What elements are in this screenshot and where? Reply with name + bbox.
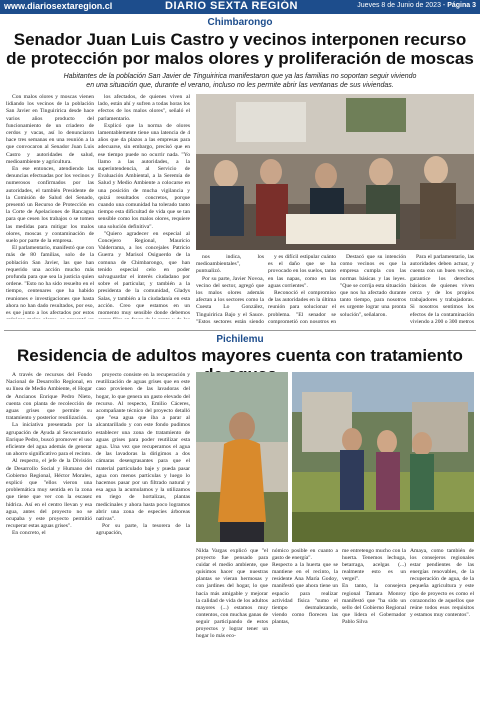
- paragraph: A través de recursos del Fondo Nacional de Desarrollo Regional, en su línea de Medio Ambiente, el Hogar de Ancianos Enrique Pedro Nieto, cuenta con planta de recolección de aguas grises que permite su tratamiento y posterior reutilización.: [6, 372, 92, 422]
- story2-column-2: [96, 372, 190, 707]
- section-pichilemu: Pichilemu: [216, 334, 264, 345]
- section-divider: [4, 330, 476, 331]
- story1-meeting-photo: [196, 94, 474, 250]
- story1-deck-line1: Habitantes de la población San Javier de Tinguiririca manifestaron que ya las familias no soportan seguir viviendo: [63, 73, 417, 80]
- newspaper-name: DIARIO SEXTA REGIÓN: [165, 0, 298, 12]
- story2-column-5: me entretengo mucho con la huerta. Tenemos lechuga, betarraga, acelgas (...) realmente esto es un vergel". En tanto, la consejera regional Tamara Monroy manifestó que "ha sido un sello del Gobierno Regional que lidera el Gobernador Pablo Silva: [342, 548, 406, 625]
- section-chimbarongo: Chimbarongo: [207, 17, 273, 28]
- story1-column-2: [98, 94, 190, 319]
- story2-column-6: Amaya, como también de los consejeros regionales estar pendientes de las energías renovables, de la recuperación de agua, de la pequeña agricultura y este tipo de proyecto es como el corazoncito de aquellos que reúne todos esos requisitos y estamos muy contentos".: [410, 548, 474, 618]
- paragraph: Por su parte, la tesorera de la agrupación,: [96, 523, 190, 537]
- story1-deck-line2: en una situación que, durante el verano, incluso no les permite abrir las ventanas de sus viviendas.: [86, 82, 394, 89]
- date-text: Jueves 8 de Junio de 2023: [357, 2, 441, 9]
- paragraph: El parlamentario, manifestó que con más de 80 familias, solo de la población San Javier, las que han requerido una acción mucho más profunda para que sea la justicia quien ordene. "Esto no ha sido resuelto en el tiempo, centenares que ha habido reuniones e investigaciones que hasta ahora no han dado resultados, por eso, es que junto a los afectados por estos: [6, 245, 94, 317]
- story1-deck: [30, 72, 450, 90]
- story1-headline: [6, 30, 474, 68]
- paragraph: Explicó que la norma de olores lamentablemente tiene una latencia de 4 años que da plazos a las empresas para adecuarse, sin embargo, precisó que en ese tiempo puede no ocurrir nada. "Yo llamo a las autoridades, a la superintendencia, al Servicio de Evaluación Ambiental, a la Seremía de Salud y Medio Ambiente a colocarse en una posición de mucha vigilancia y quizá resultados concretos, porque cuando una comunidad ha tolerado tanto tiempo esta dificultad de vida que se tan sensible como los malos olores, requiere una solución definitiva".: [98, 122, 190, 230]
- paragraph: "Quiero agradecer en especial al Concejero Regional, Mauricio Valderrama, a los concejales Patricio Guerra y Marisol Osiguerdo de la comuna de Chimbarongo, que han tenido especial celo en poder salvaguardar el interés ciudadano por sobre el particular, y también a la presidenta de la comunidad, Gladys Salas, y también a la ciudadanía en esta acción. Creo que estamos en un momento muy sensible donde debemos: [98, 230, 190, 317]
- paragraph: proyecto consiste en la recuperación y reutilización de aguas grises que en este caso provienen de las lavadoras del hogar, lo que genera un gasto elevado del recurso. Al respecto, Emilio Cáceres, acompañante técnico del proyecto detalló que "esa agua que iba a parar al alcantarillado y con este fondo pudimos establecer una zona de tratamiento de aguas grises para poder reutilizar esta agua. Una vez que recuperamos el agua de las lavadoras la dirigimos a dos cámaras desengrasantes para que el material particulado baje y pueda pasar agua con menos partículas y luego lo hacemos pasar por un filtrado natural y esa agua la acumulamos y la utilizamos en riego de hortalizas, plantas medicinales y ahora hasta poco logramos abrir una zona de especies árboreas nativas".: [96, 372, 190, 523]
- paragraph: La iniciativa presentada por la agrupación de Ayuda al Sexcuentario Enrique Pedro, buscó promover el uso eficiente del agua además de generar un ahorro significativo para el recinto.: [6, 422, 92, 458]
- site-url[interactable]: www.diariosextaregion.cl: [4, 1, 113, 11]
- paragraph: Al respecto, el jefe de la División de Desarrollo Social y Humano del Gobierno Regional, Héctor Morales, explicó que "ellos vieron una problemática muy sentida en la zona que tiene que ver con la escasez hídrica. Así en el centro llevan y esa agua, antes del proyecto no se ocupaba y este proyecto permitió recuperar estas aguas grises".: [6, 458, 92, 530]
- issue-date: Jueves 8 de Junio de 2023 - Página 3: [357, 2, 476, 9]
- story1-column-3: [196, 254, 264, 324]
- story2-headline: Residencia de adultos mayores cuenta con tratamiento: [17, 346, 463, 365]
- masthead: [0, 0, 480, 14]
- paragraph: Para el parlamentario, las autoridades deben actuar, y cuenta con un buen vecino, garantice los derechos básicos de quienes viven cerca y de los propios trabajadores y trabajadoras. Si nosotros sentimos los efectos de la contaminación viviendo a 200 o 300 metros: [410, 254, 474, 324]
- paragraph: y es difícil estipular cuánto es el daño que se ha provocado en los suelos, tanto en las napas, como en las aguas corrientes".: [268, 254, 336, 289]
- story1-column-6: [410, 254, 474, 324]
- story1-headline-line1: Senador Juan Luis Castro y vecinos interponen recurso: [13, 30, 467, 49]
- paragraph: Reconoció el compromiso de las autoridades en la última reunión para solucionar el problema. "El senador se comprometió con nosotros en: [268, 290, 336, 324]
- story2-photo-woman: [196, 372, 288, 542]
- paragraph: En ese entonces, atendiendo las denuncias efectuadas por los vecinos y numerosos confirmados por las autoridades, el también Presidente de la Comisión de Salud del Senado, presentó un Recurso de Protección en la Corte de Apelaciones de Rancagua para que cesen los trabajos o se tomen las medidas para mitigar los malos olores, moscas y contaminación de suelo por parte de la empresa.: [6, 166, 94, 245]
- story2-column-3: Nilda Vargas explicó que "el proyecto fue pensado para cuidar el medio ambiente, que quisimos hacer que nuestras plantas se vieran hermosas y con jardines del hogar, lo que hacía más amigable y mejorar la calidad de vida de los adultos mayores (...) estamos muy contentos, con muchas ganas de seguir participando de estos proyectos y lograr tener un hogar lo más eco-: [196, 548, 268, 640]
- story1-column-1: [6, 94, 94, 319]
- story1-column-4: [268, 254, 336, 324]
- story2-column-4: nómico posible en cuanto a gasto de energía". Respecto a la huerta que se mantiene en el recinto, la residente Ana María Godoy, manifestó que ahora tiene un espacio para realizar actividad física "sumo el tiempo desmalezando, viendo como florecen las plantas,: [272, 548, 338, 625]
- paragraph: Destacó que su intención como vecinos es que la empresa cumpla con las normas básicas y las leyes. "Que se corrija esta situación que nos ha afectado durante tanto tiempo, para nosotros es urgente lograr una pronta solución", señalaron.: [340, 254, 406, 318]
- paragraph: los afectados, de quienes viven al lado, están ahí y sufren a todas horas los efectos de los malos olores", señaló el parlamentario.: [98, 94, 190, 122]
- paragraph: En concreto, el: [12, 530, 46, 537]
- page-number: Página 3: [447, 2, 476, 9]
- paragraph: nos indica, los medioambientales", puntualizó.: [196, 254, 264, 275]
- paragraph: Por su parte, Javier Novoa, vecino del sector, agregó que los malos olores además afectan a los sectores como la Cuesta Lo González, Tinguiririca Bajo y el Sauce. "Estos sectores están siendo: [196, 275, 264, 324]
- story1-column-5: [340, 254, 406, 324]
- paragraph: Con malos olores y moscas vienen lidiando los vecinos de la población San Javier en Tinguiririca desde hace varios años producto del funcionamiento de un criadero de cerdos y vacas, así lo denunciaron hace tres semanas en una reunión a la que convocaron al Senador Juan Luis Castro y autoridades de salud, medioambiente y agricultura.: [6, 94, 94, 165]
- story2-column-1: [6, 372, 92, 707]
- story1-headline-line2: de protección por malos olores y proliferación de moscas: [6, 49, 474, 68]
- story2-photo-garden: [292, 372, 474, 542]
